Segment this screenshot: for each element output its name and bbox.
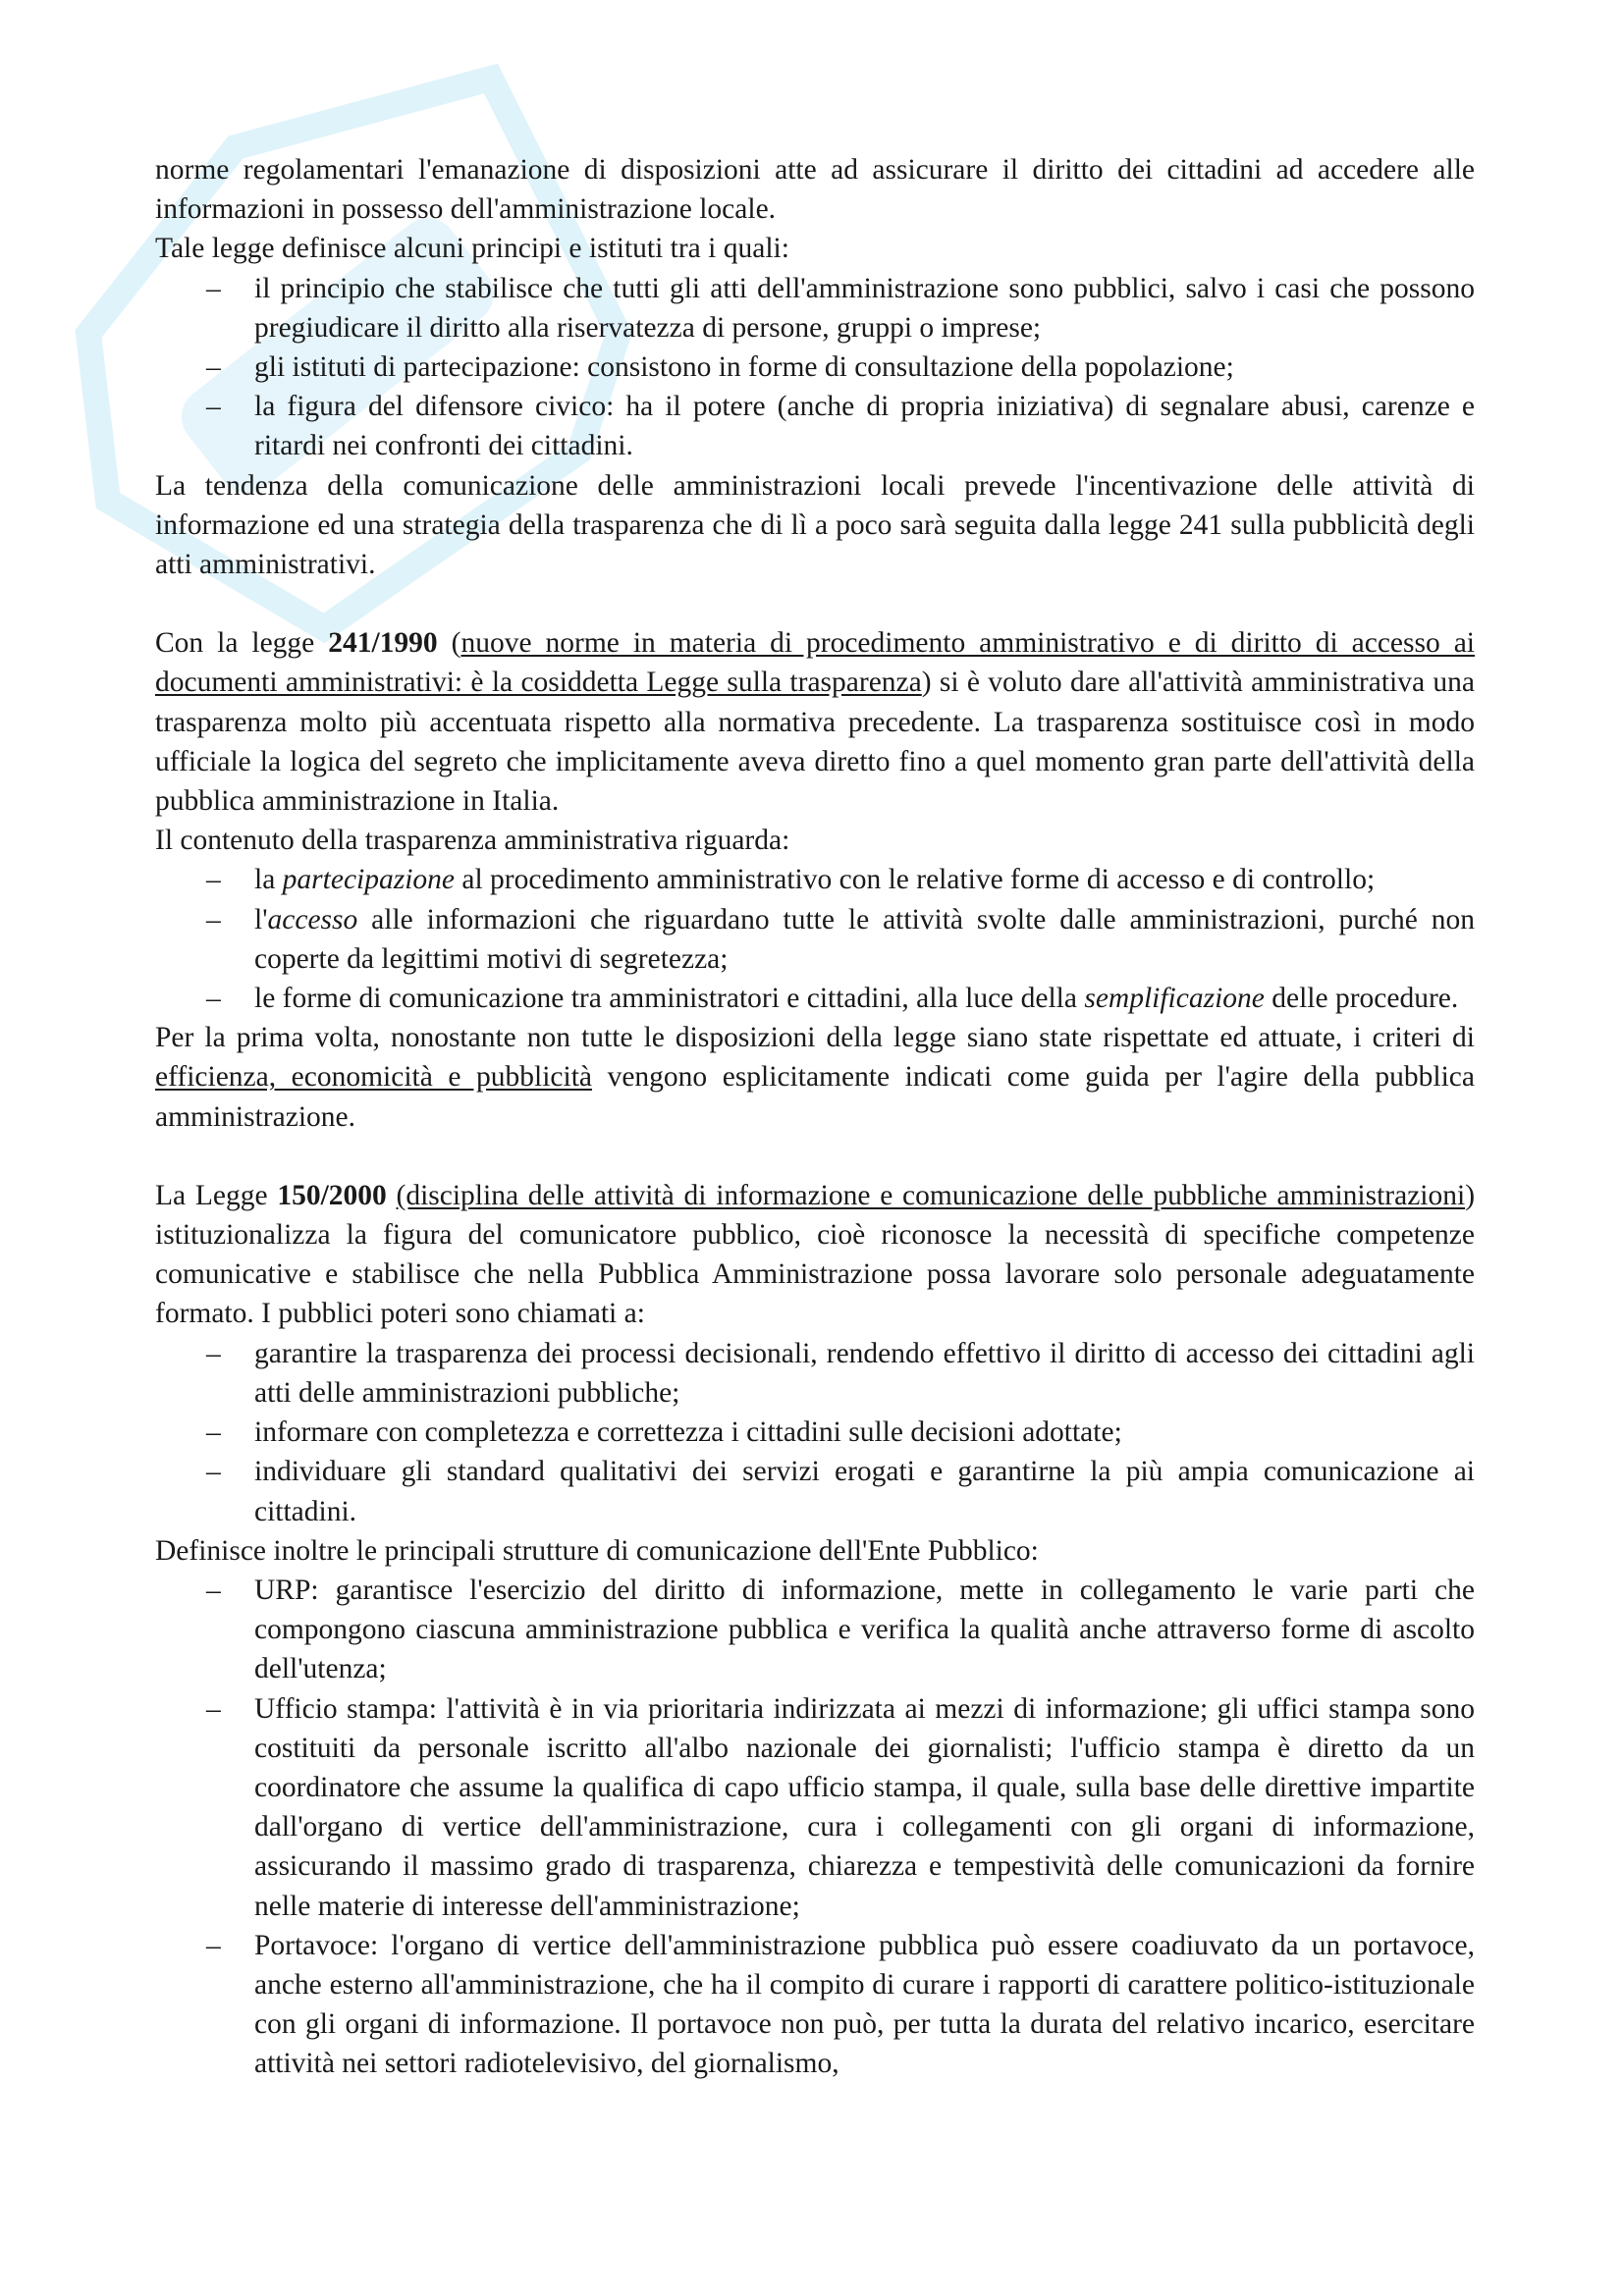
law150-lead2: Definisce inoltre le principali strutture di comunicazione dell'Ente Pubblico:: [155, 1534, 1039, 1567]
text-run: Con la legge: [155, 627, 329, 660]
law150-structures-list: [155, 1571, 1475, 2084]
intro-closing: La tendenza della comunicazione delle amministrazioni locali prevede l'incentivazione delle attività di informazione ed una strategia della trasparenza che di lì a poco sarà seguita dalla legge 241 sulla pubblicità degli atti amministrativi.: [155, 469, 1475, 581]
law150-list: [155, 1334, 1475, 1531]
intro-list: [155, 269, 1475, 466]
text-run: Per la prima volta, nonostante non tutte le disposizioni della legge siano state rispettate ed attuate, i criteri di: [155, 1022, 1475, 1054]
text-run: al procedimento amministrativo con le relative forme di accesso e di controllo;: [455, 864, 1376, 896]
emphasis: accesso: [267, 903, 358, 935]
intro-continuation: norme regolamentari l'emanazione di disposizioni atte ad assicurare il diritto dei cittadini ad accedere alle informazioni in possesso dell'amministrazione locale.: [155, 154, 1475, 226]
text-run: l': [254, 903, 268, 935]
law-title: (disciplina delle attività di informazione e comunicazione delle pubbliche amministrazioni: [396, 1179, 1466, 1211]
list-item: – individuare gli standard qualitativi dei servizi erogati e garantirne la più ampia comunicazione ai cittadini.: [155, 1452, 1475, 1530]
text-run: La Legge: [155, 1179, 278, 1211]
list-item: – il principio che stabilisce che tutti gli atti dell'amministrazione sono pubblici, salvo i casi che possono pregiudicare il diritto alla riservatezza di persone, gruppi o imprese;: [155, 269, 1475, 347]
document-page: [155, 150, 1475, 2084]
list-item: [155, 900, 1475, 979]
law-title: nuove norme in materia di procedimento amministrativo e di diritto di accesso ai documenti amministrativi: è la cosiddetta Legge sulla trasparenza: [155, 627, 1475, 699]
list-item: – URP: garantisce l'esercizio del diritto di informazione, mette in collegamento le varie parti che compongono ciascuna amministrazione pubblica e verifica la qualità anche attraverso forme di ascolto dell'utenza;: [155, 1571, 1475, 1689]
list-item: – garantire la trasparenza dei processi decisionali, rendendo effettivo il diritto di accesso dei cittadini agli atti delle amministrazioni pubbliche;: [155, 1334, 1475, 1413]
emphasis: partecipazione: [282, 864, 456, 896]
emphasis: semplificazione: [1084, 983, 1265, 1015]
text-run: (: [437, 627, 461, 660]
text-run: ) istituzionalizza la figura del comunicatore pubblico, cioè riconosce la necessità di specifiche competenze comunicative e stabilisce che nella Pubblica Amministrazione possa lavorare solo personale adeguatamente formato. I pubblici poteri sono chiamati a:: [155, 1179, 1476, 1330]
list-item: – Ufficio stampa: l'attività è in via prioritaria indirizzata ai mezzi di informazione; gli uffici stampa sono costituiti da personale iscritto all'albo nazionale dei giornalisti; l'ufficio stampa è diretto da un coordinatore che assume la qualifica di capo ufficio stampa, il quale, sulla base delle direttive impartite dall'organo di vertice dell'amministrazione, cura i collegamenti con gli organi di informazione, assicurando il massimo grado di trasparenza, chiarezza e tempestività delle comunicazioni da fornire nelle materie di interesse dell'amministrazione;: [155, 1689, 1475, 1926]
text-run: la: [254, 864, 283, 896]
law150-paragraph: [155, 1176, 1475, 1334]
law-number: 150/2000: [277, 1179, 387, 1211]
text-run: vengono esplicitamente indicati come guida per l'agire della pubblica amministrazione.: [155, 1061, 1475, 1133]
intro-lead: Tale legge definisce alcuni principi e istituti tra i quali:: [155, 233, 789, 265]
text-run: ) si è voluto dare all'attività amministrativa una trasparenza molto più accentuata rispetto alla normativa precedente. La trasparenza sostituisce così in modo ufficiale la logica del segreto che implicitamente aveva diretto fino a quel momento gran parte dell'attività della pubblica amministrazione in Italia.: [155, 667, 1475, 818]
text-run: alle informazioni che riguardano tutte le attività svolte dalle amministrazioni, purché non coperte da legittimi motivi di segretezza;: [254, 903, 1475, 975]
text-run: le forme di comunicazione tra amministratori e cittadini, alla luce della: [254, 983, 1085, 1015]
list-item: – informare con completezza e correttezza i cittadini sulle decisioni adottate;: [155, 1413, 1475, 1452]
law241-list: [155, 860, 1475, 1018]
list-item: – gli istituti di partecipazione: consistono in forme di consultazione della popolazione;: [155, 347, 1475, 387]
list-item: – la figura del difensore civico: ha il potere (anche di propria iniziativa) di segnalare abusi, carenze e ritardi nei confronti dei cittadini.: [155, 387, 1475, 465]
law-number: 241/1990: [328, 627, 438, 660]
text-run: [387, 1180, 397, 1211]
list-item: [155, 860, 1475, 899]
law241-lead: Il contenuto della trasparenza amministrativa riguarda:: [155, 825, 790, 857]
list-item: [155, 979, 1475, 1018]
text-run: delle procedure.: [1264, 983, 1459, 1015]
underlined-criteria: efficienza, economicità e pubblicità: [155, 1061, 593, 1094]
list-item: – Portavoce: l'organo di vertice dell'amministrazione pubblica può essere coadiuvato da un portavoce, anche esterno all'amministrazione, che ha il compito di curare i rapporti di carattere politico-istituzionale con gli organi di informazione. Il portavoce non può, per tutta la durata del relativo incarico, esercitare attività nei settori radiotelevisivo, del giornalismo,: [155, 1926, 1475, 2084]
law241-paragraph: [155, 623, 1475, 821]
law241-closing: [155, 1018, 1475, 1137]
